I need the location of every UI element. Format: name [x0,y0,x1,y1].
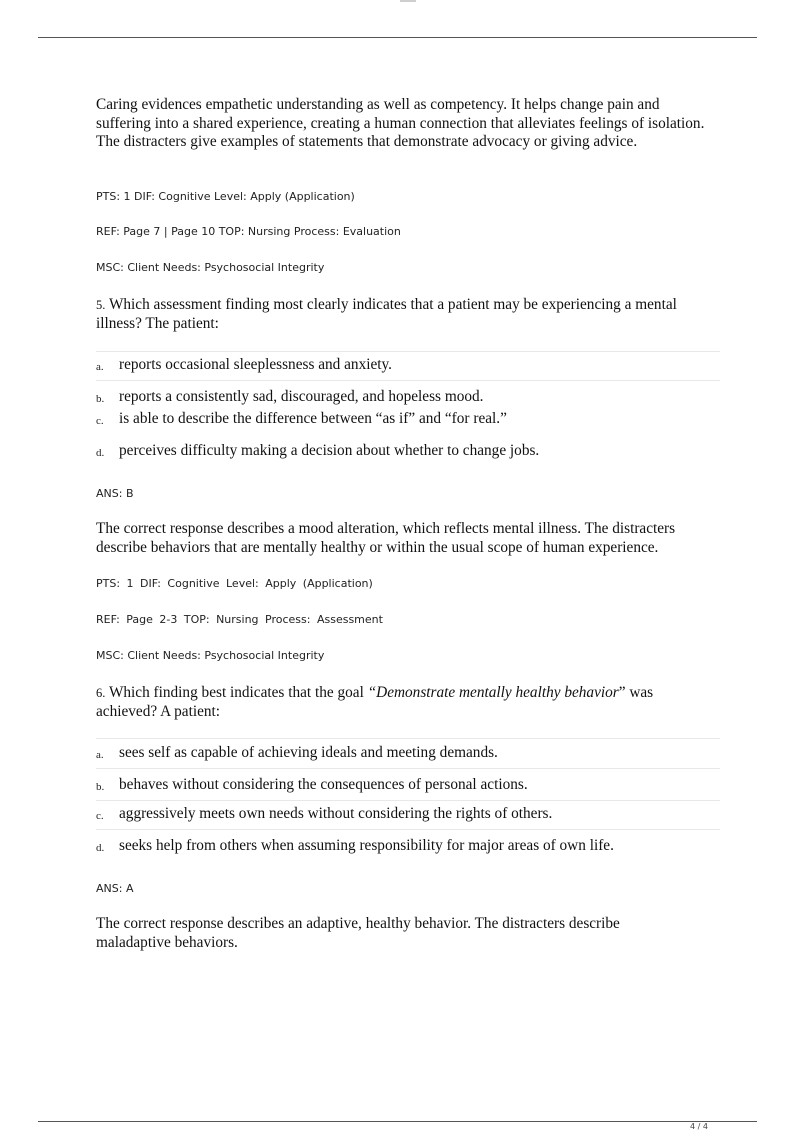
q5-option-b[interactable] [96,388,720,408]
header-divider [38,37,757,38]
q5-option-divider [96,351,720,352]
q6-question [96,684,716,721]
footer-divider [38,1121,757,1122]
option-text: aggressively meets own needs without considering the rights of others. [119,805,553,822]
option-text: reports occasional sleeplessness and anxiety. [119,356,392,373]
q6-goal-quote: “Demonstrate mentally healthy behavior [367,684,619,701]
option-letter: b. [96,393,105,405]
q6-option-divider [96,800,720,801]
q6-stem-after: ” was achieved? A patient: [96,684,654,720]
q4-msc: MSC: Client Needs: Psychosocial Integrity [96,261,325,274]
option-text: reports a consistently sad, discouraged, and hopeless mood. [119,388,484,405]
q5-pts: PTS: 1 DIF: Cognitive Level: Apply (Application) [96,577,373,590]
option-letter: a. [96,749,104,761]
option-letter: a. [96,361,104,373]
q5-option-c[interactable] [96,410,720,430]
q5-option-a[interactable] [96,356,720,376]
option-text: perceives difficulty making a decision about whether to change jobs. [119,442,540,459]
q6-rationale: The correct response describes an adaptive, healthy behavior. The distracters describe maladaptive behaviors. [96,915,620,951]
option-letter: d. [96,842,105,854]
option-text: seeks help from others when assuming responsibility for major areas of own life. [119,837,614,854]
q5-option-d[interactable] [96,442,720,462]
q6-option-divider [96,829,720,830]
q6-option-d[interactable] [96,837,720,857]
q5-number: 5. [96,298,106,312]
q6-option-b[interactable] [96,776,720,796]
q6-option-divider [96,738,720,739]
q5-option-divider [96,380,720,381]
intro-rationale: Caring evidences empathetic understanding as well as competency. It helps change pain and suffering into a shared experience, creating a human connection that alleviates feelings of isolation. The distracters give examples of statements that demonstrate advocacy or giving advice. [96,96,705,150]
q4-ref: REF: Page 7 | Page 10 TOP: Nursing Process: Evaluation [96,225,401,238]
q6-number: 6. [96,686,106,700]
header-mark [400,0,416,2]
q4-pts: PTS: 1 DIF: Cognitive Level: Apply (Application) [96,190,355,203]
q5-msc: MSC: Client Needs: Psychosocial Integrity [96,649,325,662]
q5-rationale: The correct response describes a mood alteration, which reflects mental illness. The distracters describe behaviors that are mentally healthy or within the usual scope of human experience. [96,520,676,556]
option-letter: c. [96,810,104,822]
option-text: sees self as capable of achieving ideals and meeting demands. [119,744,498,761]
option-text: is able to describe the difference between “as if” and “for real.” [119,410,507,427]
q5-answer: ANS: B [96,487,134,500]
q5-ref: REF: Page 2-3 TOP: Nursing Process: Assessment [96,613,383,626]
option-letter: c. [96,415,104,427]
q6-option-a[interactable] [96,744,720,764]
option-letter: b. [96,781,105,793]
q6-stem-before: Which finding best indicates that the goal [108,684,368,701]
q5-stem: Which assessment finding most clearly indicates that a patient may be experiencing a mental illness? The patient: [96,296,677,332]
page-number: 4 / 4 [690,1122,708,1131]
q6-answer: ANS: A [96,882,134,895]
option-text: behaves without considering the consequences of personal actions. [119,776,528,793]
q5-question [96,296,716,333]
q6-option-c[interactable] [96,805,720,825]
q6-option-divider [96,768,720,769]
option-letter: d. [96,447,105,459]
